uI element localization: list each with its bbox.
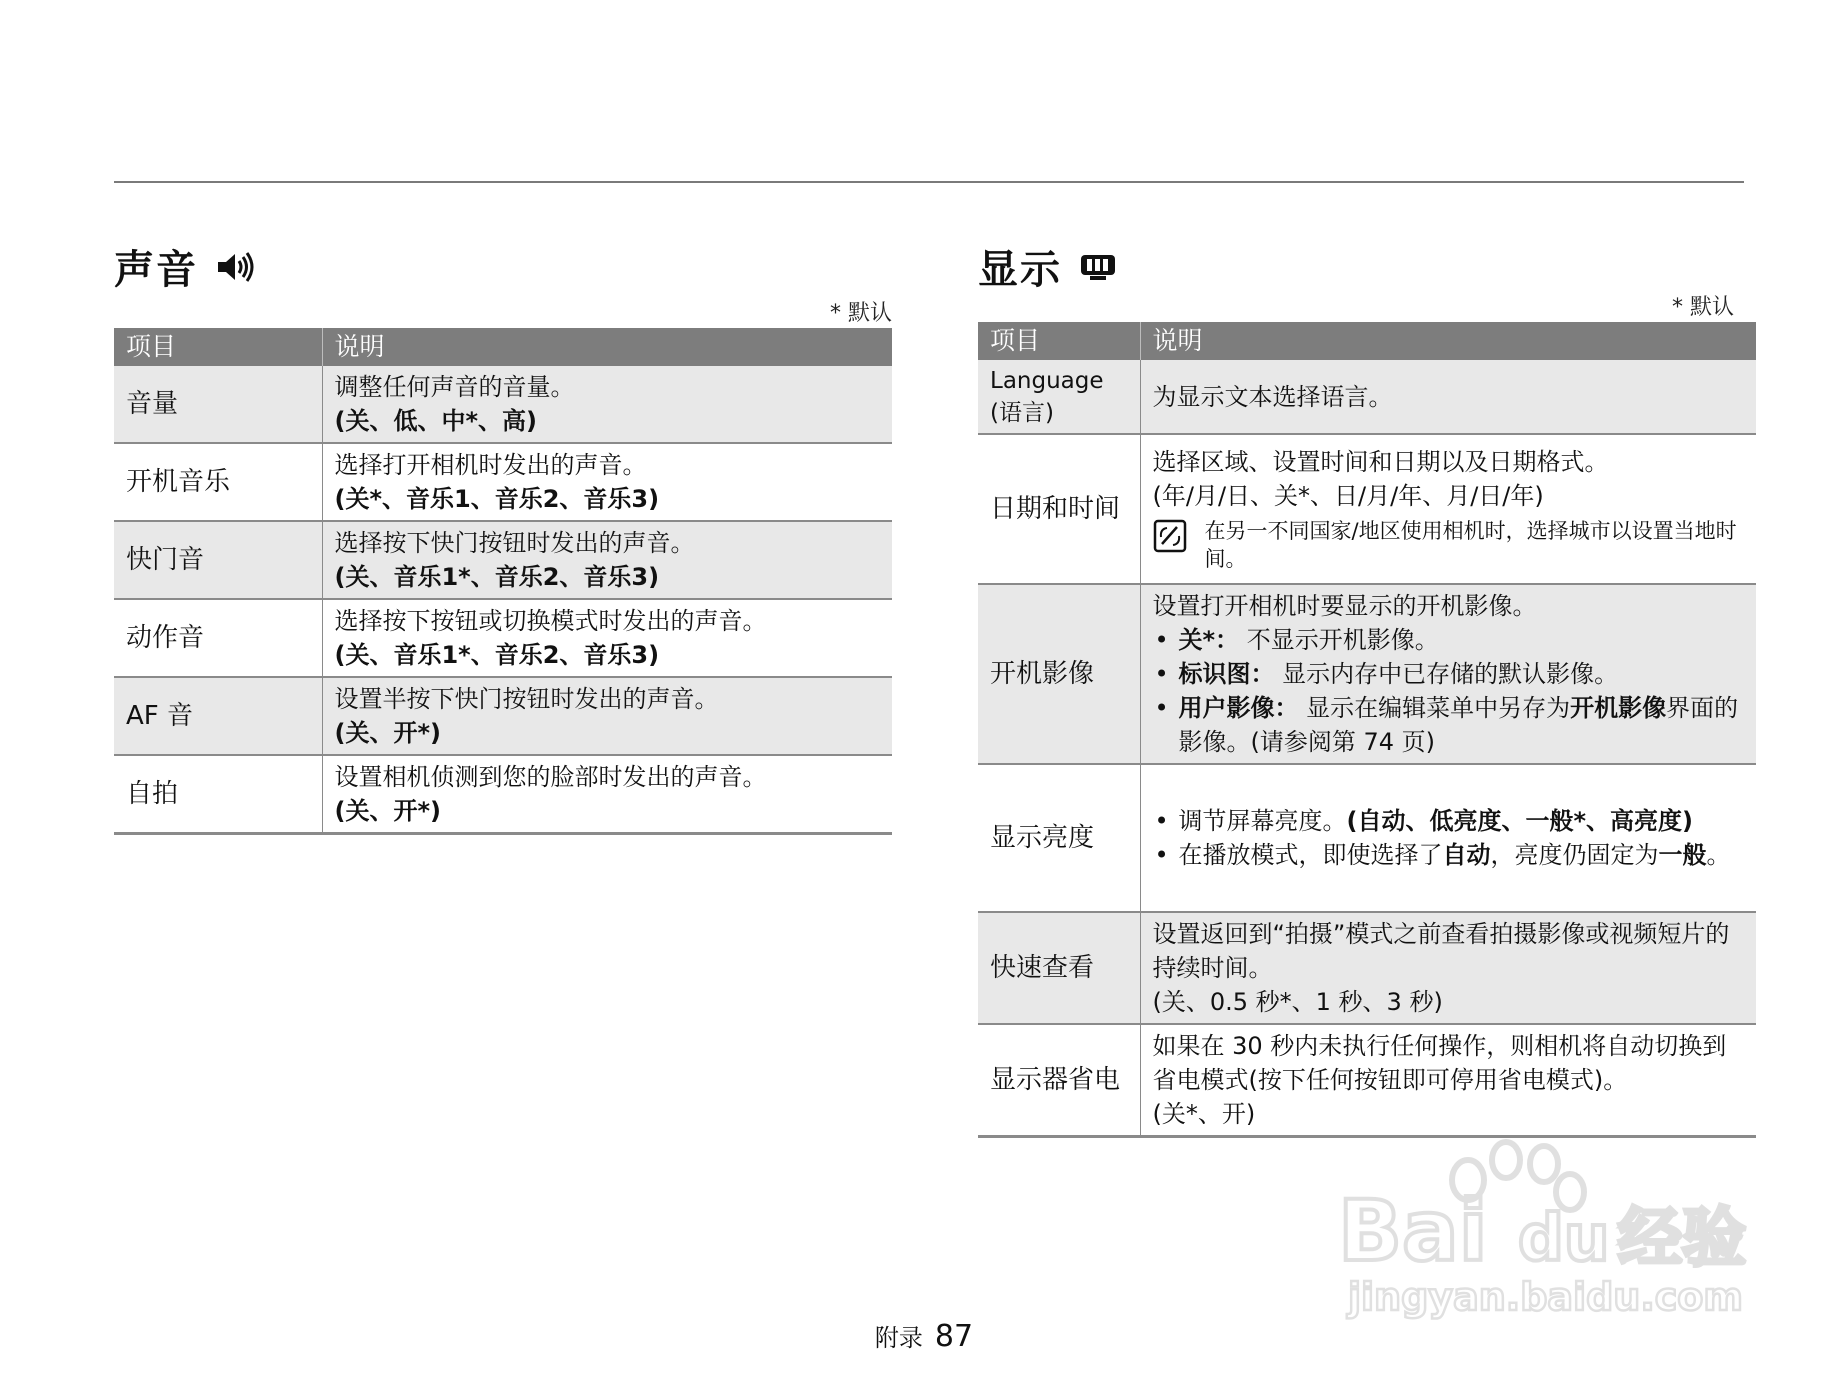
desc-text: 设置打开相机时要显示的开机影像。	[1152, 592, 1537, 620]
display-icon	[1080, 252, 1116, 282]
row-desc	[322, 443, 892, 521]
row-item: 快门音	[114, 521, 322, 599]
desc-text: 设置返回到“拍摄”模式之前查看拍摄影像或视频短片的持续时间。	[1152, 920, 1730, 982]
table-header-row	[978, 322, 1756, 360]
svg-text:Bai: Bai	[1338, 1182, 1488, 1280]
display-title-text: 显示	[978, 247, 1062, 293]
page-number: 87	[934, 1319, 974, 1354]
bullet-text: 显示在编辑菜单中另存为	[1306, 694, 1571, 722]
table-row	[114, 599, 892, 677]
default-note: * 默认	[830, 301, 892, 326]
row-desc	[322, 599, 892, 677]
options-text: (关、音乐1*、音乐2、音乐3)	[334, 563, 660, 591]
desc-text: 设置相机侦测到您的脸部时发出的声音。	[334, 763, 767, 791]
bullet-text: 调节屏幕亮度。	[1178, 807, 1347, 835]
header-desc: 说明	[322, 328, 892, 366]
bullet-text: 显示内存中已存储的默认影像。	[1282, 660, 1619, 688]
top-rule	[114, 181, 1744, 183]
note	[1153, 517, 1745, 573]
table-row	[114, 755, 892, 834]
row-item	[978, 360, 1140, 434]
bullet-bold: 一般	[1658, 841, 1707, 869]
page-footer	[0, 1318, 1848, 1354]
svg-text:du: du	[1518, 1202, 1610, 1276]
list-item	[1153, 804, 1745, 838]
bullet-bold: 自动	[1442, 841, 1491, 869]
row-item: 动作音	[114, 599, 322, 677]
table-row	[114, 443, 892, 521]
bullet-bold: (自动、低亮度、一般*、高亮度)	[1346, 807, 1693, 835]
row-item: AF 音	[114, 677, 322, 755]
bullet-label: 标识图：	[1178, 660, 1275, 688]
desc-text: 选择区域、设置时间和日期以及日期格式。	[1152, 448, 1609, 476]
row-desc	[1140, 764, 1756, 912]
bullet-label: 用户影像：	[1178, 694, 1299, 722]
options-text: (关、低、中*、高)	[334, 407, 537, 435]
default-note: * 默认	[1672, 295, 1734, 320]
bullet-list	[1153, 623, 1745, 759]
row-item: 快速查看	[978, 912, 1140, 1024]
bullet-list	[1153, 804, 1745, 872]
list-item	[1153, 838, 1745, 872]
row-item: 显示亮度	[978, 764, 1140, 912]
desc-text: 设置半按下快门按钮时发出的声音。	[334, 685, 719, 713]
options-text: (关、开*)	[334, 719, 441, 747]
item-language-cn: (语言)	[990, 399, 1054, 426]
row-desc	[1140, 434, 1756, 584]
row-desc	[322, 366, 892, 443]
memo-note-icon	[1153, 519, 1187, 553]
display-table	[978, 322, 1756, 1138]
baidu-jingyan-watermark	[1318, 1120, 1758, 1320]
sound-table	[114, 328, 892, 835]
row-item: 开机影像	[978, 584, 1140, 764]
bullet-label: 关*：	[1178, 626, 1240, 654]
table-row	[978, 360, 1756, 434]
header-item: 项目	[114, 328, 322, 366]
options-text: (关、开*)	[334, 797, 441, 825]
table-row	[114, 677, 892, 755]
sound-title	[114, 238, 256, 295]
speaker-icon	[216, 250, 256, 284]
svg-text:jingyan.baidu.com: jingyan.baidu.com	[1348, 1275, 1743, 1319]
row-item: 音量	[114, 366, 322, 443]
list-item	[1153, 691, 1745, 759]
table-row	[978, 912, 1756, 1024]
row-desc	[322, 521, 892, 599]
note-text: 在另一不同国家/地区使用相机时，选择城市以设置当地时间。	[1204, 519, 1737, 571]
row-desc	[1140, 912, 1756, 1024]
table-header-row	[114, 328, 892, 366]
header-item: 项目	[978, 322, 1140, 360]
row-desc: 为显示文本选择语言。	[1140, 360, 1756, 434]
options-text: (关、0.5 秒*、1 秒、3 秒)	[1152, 988, 1443, 1016]
bullet-text: 在播放模式，即使选择了	[1178, 841, 1443, 869]
options-text: (关、音乐1*、音乐2、音乐3)	[334, 641, 660, 669]
table-row	[114, 366, 892, 443]
footer-label: 附录	[874, 1324, 923, 1352]
options-text: (关*、开)	[1152, 1100, 1256, 1128]
row-desc	[322, 755, 892, 834]
row-item: 开机音乐	[114, 443, 322, 521]
display-title	[978, 238, 1116, 295]
bullet-text: ，亮度仍固定为	[1490, 841, 1659, 869]
table-row	[978, 584, 1756, 764]
desc-text: 调整任何声音的音量。	[334, 373, 575, 401]
list-item	[1153, 623, 1745, 657]
table-row	[978, 434, 1756, 584]
item-language: Language	[990, 367, 1104, 394]
desc-text: 选择按下按钮或切换模式时发出的声音。	[334, 607, 767, 635]
header-desc: 说明	[1140, 322, 1756, 360]
desc-text: 如果在 30 秒内未执行任何操作，则相机将自动切换到省电模式(按下任何按钮即可停用省电模式)。	[1152, 1032, 1727, 1094]
row-item: 日期和时间	[978, 434, 1140, 584]
svg-text:经验: 经验	[1618, 1202, 1746, 1276]
sound-title-text: 声音	[114, 247, 198, 293]
options-text: (关*、音乐1、音乐2、音乐3)	[334, 485, 660, 513]
options-text: (年/月/日、关*、日/月/年、月/日/年)	[1152, 482, 1544, 510]
row-item: 自拍	[114, 755, 322, 834]
display-section	[978, 238, 1756, 1138]
list-item	[1153, 657, 1745, 691]
bullet-text: 界面的影像。(请参阅第 74 页)	[1178, 694, 1739, 756]
bullet-bold: 开机影像	[1570, 694, 1667, 722]
desc-text: 选择打开相机时发出的声音。	[334, 451, 647, 479]
table-row	[114, 521, 892, 599]
bullet-text: 。	[1706, 841, 1731, 869]
row-desc	[1140, 584, 1756, 764]
row-desc	[322, 677, 892, 755]
desc-text: 选择按下快门按钮时发出的声音。	[334, 529, 695, 557]
row-item: 显示器省电	[978, 1024, 1140, 1137]
table-row	[978, 764, 1756, 912]
bullet-text: 不显示开机影像。	[1246, 626, 1439, 654]
sound-section	[114, 238, 892, 838]
